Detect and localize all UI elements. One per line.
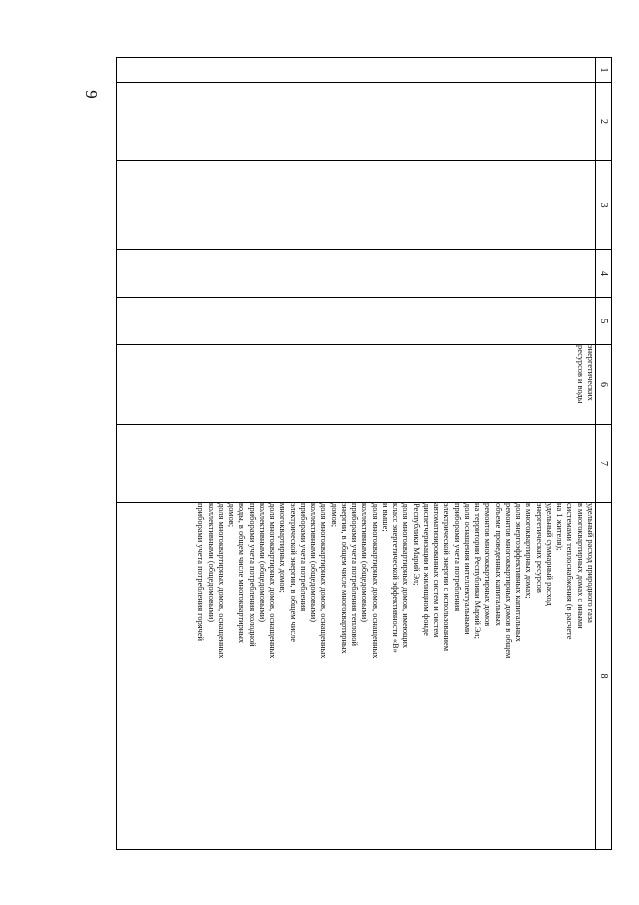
- cell-col-1: [117, 58, 596, 83]
- indicator-line: ремонтов многоквартирных домов в общем: [504, 503, 513, 659]
- indicator-line: в многоквартирных домах с иными: [575, 503, 585, 629]
- cell-col-7: [117, 425, 596, 503]
- indicator-line: удельный суммарный расход: [545, 503, 554, 606]
- indicator-line: приборами учета потребления тепловой: [350, 503, 360, 646]
- column-header-5: 5: [596, 298, 612, 345]
- indicator-line: системами теплоснабжения (в расчете: [565, 503, 575, 640]
- column-header-2: 2: [596, 83, 612, 161]
- cell-col-4: [117, 250, 596, 298]
- indicator-line: доля энергоэффективных капитальных: [514, 503, 524, 642]
- column-header-1: 1: [596, 58, 612, 83]
- indicator-line: электрической энергии, в общем числе: [288, 503, 298, 642]
- indicator-line: и выше;: [381, 503, 390, 532]
- cell-col-5: [117, 298, 596, 345]
- column-header-7: 7: [596, 425, 612, 503]
- table-row: [117, 58, 596, 850]
- indicator-line: диспетчеризации в жилищном фонде: [422, 503, 431, 636]
- rotated-table-container: [118, 57, 612, 849]
- indicator-line: приборами учета потребления: [299, 503, 308, 612]
- indicator-list: [195, 503, 595, 849]
- indicator-line: энергетических ресурсов: [534, 503, 544, 593]
- indicators-table: [116, 57, 612, 850]
- indicator-line: на территории Республики Марий Эл;: [473, 503, 483, 639]
- indicator-line: доля многоквартирных домов, оснащенных: [217, 503, 226, 659]
- indicator-line: домов;: [329, 503, 339, 528]
- indicator-line: коллективными (общедомовыми): [206, 503, 216, 623]
- indicator-line: доля многоквартирных домов, оснащенных: [319, 503, 329, 659]
- indicator-line: класс энергетической эффективности «В»: [391, 503, 401, 653]
- indicator-line: электрической энергии с использованием: [442, 503, 452, 652]
- indicator-line: удельный расход природного газа: [586, 503, 595, 623]
- column-header-8: 8: [596, 503, 612, 850]
- column-header-4: 4: [596, 250, 612, 298]
- indicator-line: ремонтов многоквартирных домов: [483, 503, 493, 627]
- cell6-line: энергетических: [586, 345, 595, 401]
- indicator-line: приборами учета потребления горячей: [196, 503, 206, 642]
- indicator-line: многоквартирных домов;: [278, 503, 288, 593]
- indicator-line: доля оснащения интеллектуальными: [463, 503, 472, 635]
- indicator-line: воды, в общем числе многоквартирных: [237, 503, 247, 644]
- cell-col-6: [117, 345, 596, 425]
- indicator-line: доля многоквартирных домов, оснащенных: [370, 503, 380, 659]
- indicator-line: приборами учета потребления холодной: [247, 503, 257, 647]
- indicator-line: домов;: [227, 503, 237, 528]
- indicator-line: на 1 жителя);: [555, 503, 565, 551]
- indicator-line: объеме проведенных капитальных: [493, 503, 503, 626]
- indicator-line: коллективными (общедомовыми): [360, 503, 370, 623]
- column-header-6: 6: [596, 345, 612, 425]
- cell-col-8: [117, 503, 596, 850]
- indicator-line: доля многоквартирных домов, оснащенных: [268, 503, 278, 659]
- cell6-line: ресурсов и воды: [576, 345, 585, 404]
- indicator-line: коллективными (общедомовыми): [309, 503, 319, 623]
- column-number-row: [596, 58, 612, 850]
- page-number: 9: [81, 90, 101, 99]
- indicator-line: автоматизированных систем и систем: [432, 503, 442, 638]
- indicator-line: энергии, в общем числе многоквартирных: [340, 503, 349, 654]
- indicator-line: Республики Марий Эл;: [411, 503, 421, 586]
- cell-col-2: [117, 83, 596, 161]
- indicator-line: коллективными (общедомовыми): [258, 503, 267, 623]
- cell-col-3: [117, 161, 596, 250]
- column-header-3: 3: [596, 161, 612, 250]
- indicator-line: приборами учета потребления: [452, 503, 462, 612]
- indicator-line: доля многоквартирных домов, имеющих: [401, 503, 411, 649]
- indicator-line: в многоквартирных домах;: [524, 503, 534, 599]
